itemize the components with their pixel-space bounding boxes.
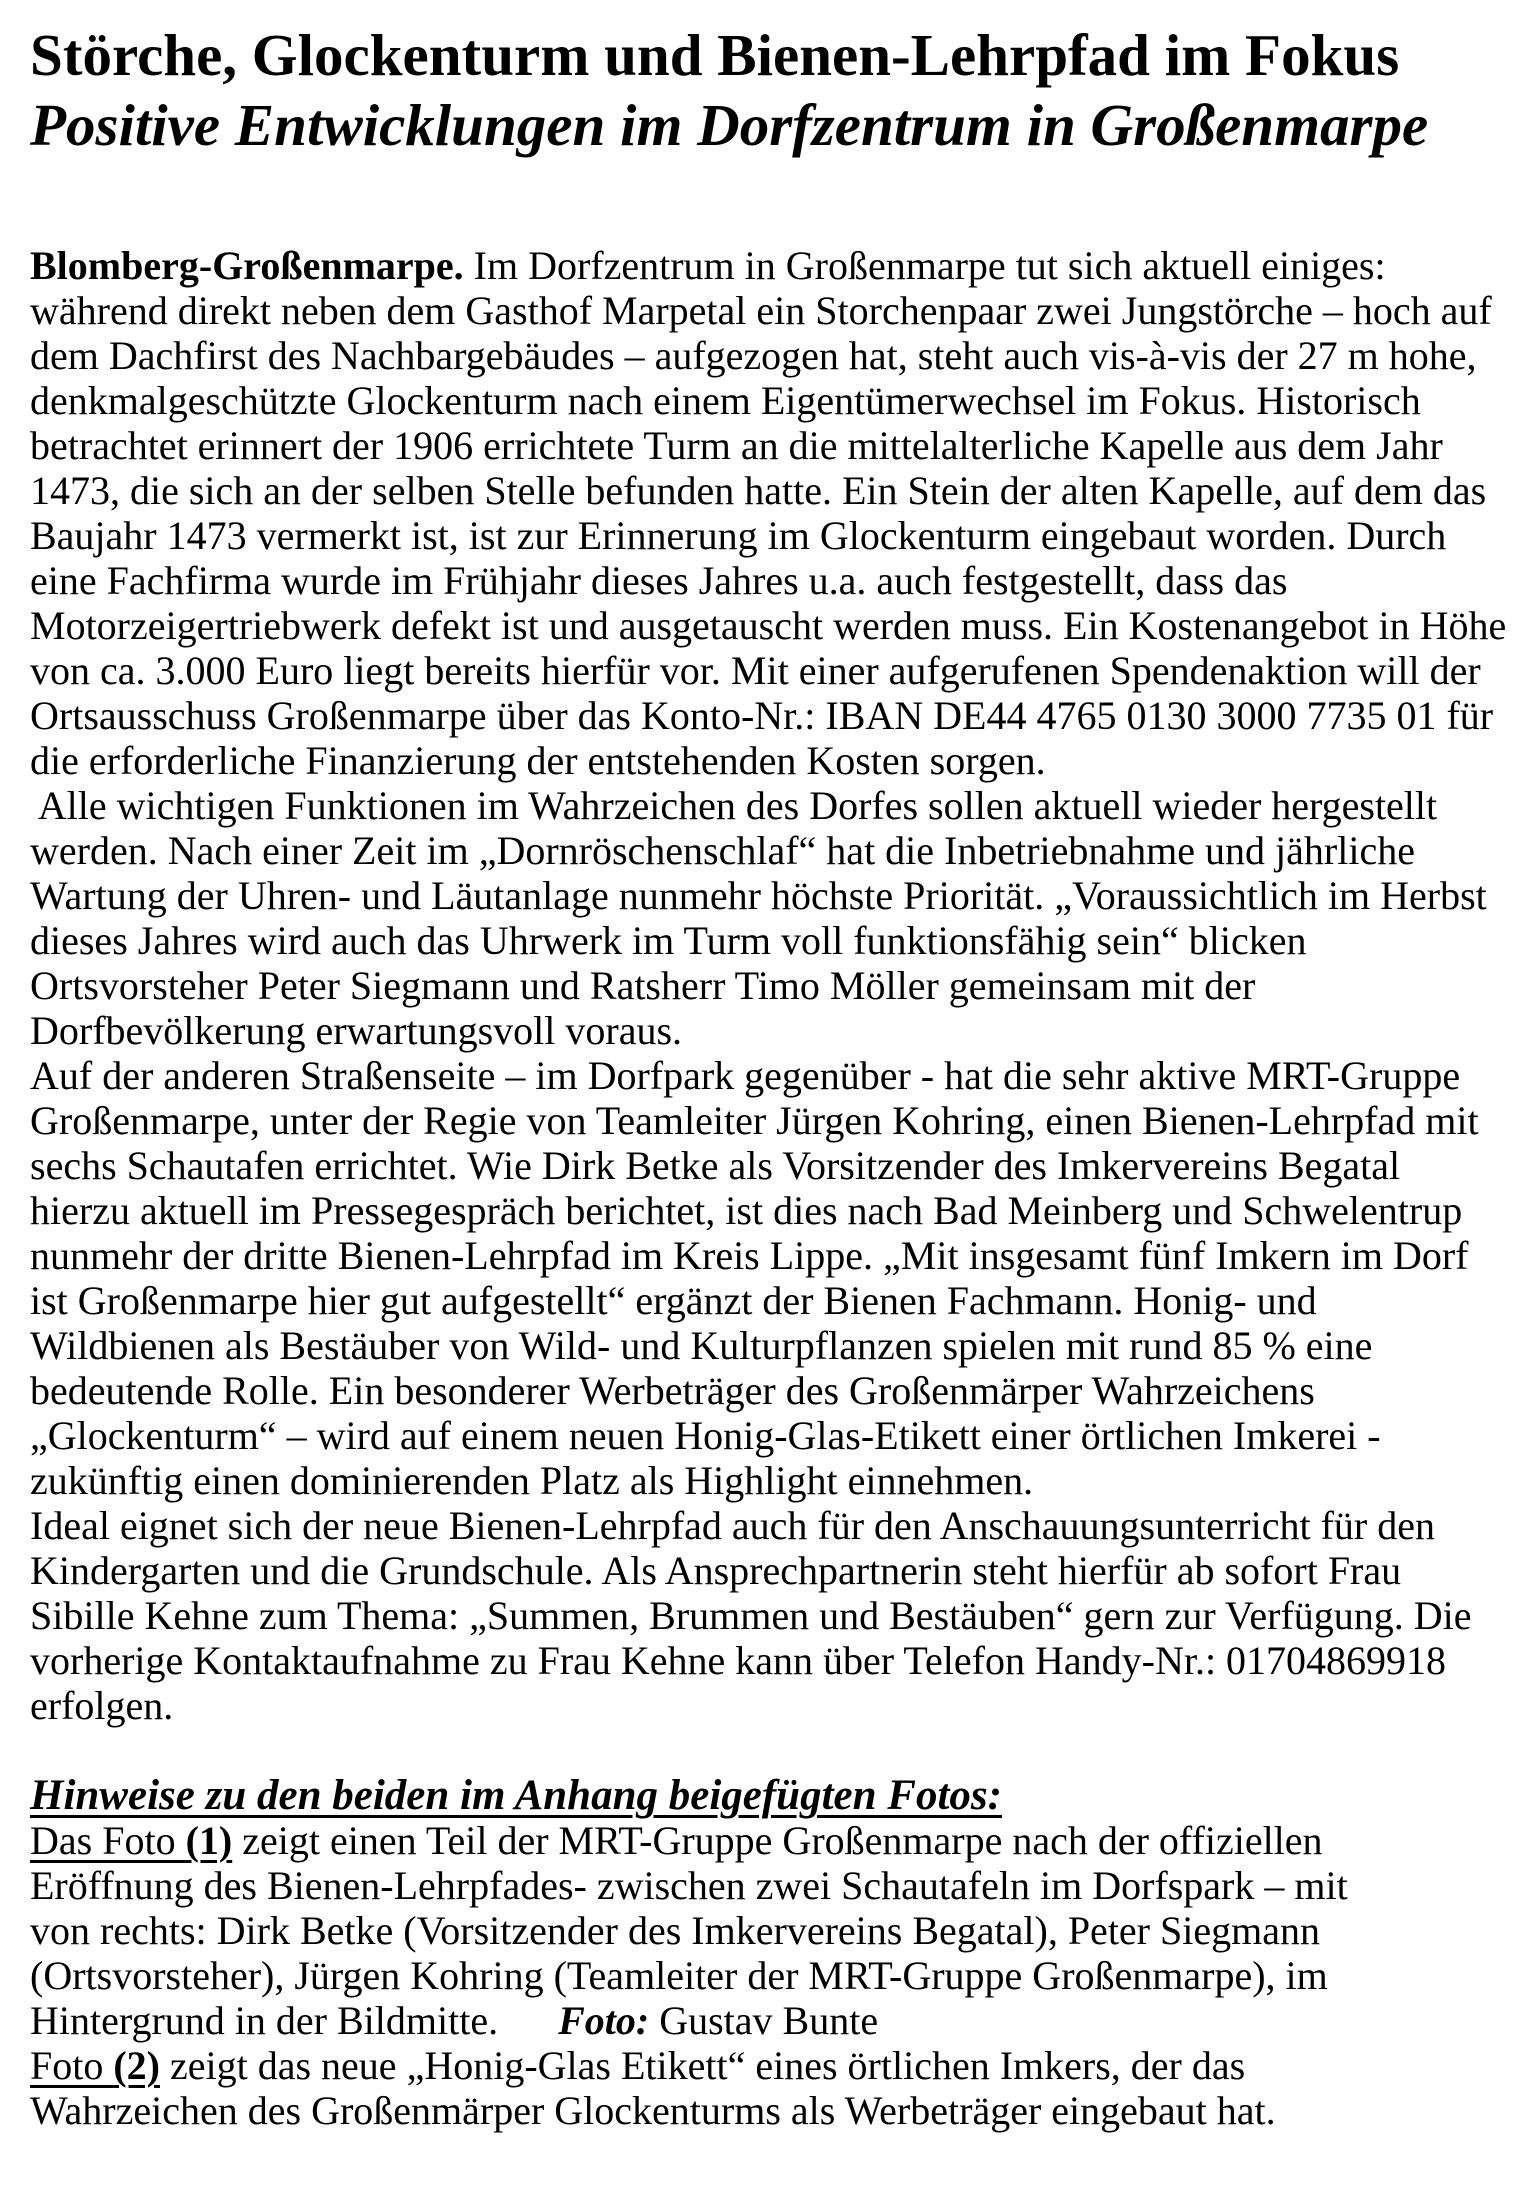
text-run: (2)	[113, 2043, 160, 2088]
text-run: (1)	[185, 1818, 233, 1863]
text-run: hierzu aktuell im Pressegespräch berichtet, ist dies nach Bad Meinberg und Schwelentrup	[30, 1188, 1463, 1233]
photo-notes-heading	[30, 1773, 1502, 1818]
text-run: Großenmarpe, unter der Regie von Teamleiter Jürgen Kohring, einen Bienen-Lehrpfad mit	[30, 1098, 1479, 1143]
text-run: zeigt einen Teil der MRT-Gruppe Großenmarpe nach der offiziellen	[232, 1818, 1323, 1863]
photo-note-line	[30, 1818, 1502, 1863]
blank-line	[30, 1728, 1502, 1773]
body-line	[30, 1503, 1502, 1548]
text-run: ist Großenmarpe hier gut aufgestellt“ ergänzt der Bienen Fachmann. Honig- und	[30, 1278, 1317, 1323]
text-run: Wildbienen als Bestäuber von Wild- und Kulturpflanzen spielen mit rund 85 % eine	[30, 1323, 1373, 1368]
photo-note-line	[30, 1908, 1502, 1953]
body-line	[30, 828, 1502, 873]
body-line	[30, 423, 1502, 468]
text-run: Hintergrund in der Bildmitte.	[30, 1998, 559, 2043]
text-run: Baujahr 1473 vermerkt ist, ist zur Erinnerung im Glockenturm eingebaut worden. Durch	[30, 513, 1447, 558]
body-line	[30, 513, 1502, 558]
text-run: zukünftig einen dominierenden Platz als Highlight einnehmen.	[30, 1458, 1034, 1503]
text-run: Im Dorfzentrum in Großenmarpe tut sich aktuell einiges:	[463, 243, 1386, 288]
text-run: dem Dachfirst des Nachbargebäudes – aufgezogen hat, steht auch vis-à-vis der 27 m hohe,	[30, 333, 1477, 378]
photo-note-line	[30, 1998, 1502, 2043]
text-run: Das Foto	[30, 1818, 186, 1863]
body-line	[30, 468, 1502, 513]
text-run: Wartung der Uhren- und Läutanlage nunmehr höchste Priorität. „Voraussichtlich im Herbst	[30, 873, 1487, 918]
photo-note-line	[30, 2043, 1502, 2088]
text-run: Ortsausschuss Großenmarpe über das Konto-Nr.: IBAN DE44 4765 0130 3000 7735 01 für	[30, 693, 1494, 738]
text-run: Kindergarten und die Grundschule. Als Ansprechpartnerin steht hierfür ab sofort Frau	[30, 1548, 1402, 1593]
text-run: eine Fachfirma wurde im Frühjahr dieses Jahres u.a. auch festgestellt, dass das	[30, 558, 1288, 603]
body-line	[30, 738, 1502, 783]
text-run: Dorfbevölkerung erwartungsvoll voraus.	[30, 1008, 683, 1053]
body-line	[30, 873, 1502, 918]
body-line	[30, 1323, 1502, 1368]
body-line	[30, 603, 1507, 648]
body-line	[30, 1638, 1502, 1683]
body-line	[30, 333, 1502, 378]
body-line	[30, 1458, 1502, 1503]
text-run: die erforderliche Finanzierung der entstehenden Kosten sorgen.	[30, 738, 1046, 783]
body-line	[30, 1233, 1502, 1278]
text-run: Foto:	[558, 1998, 650, 2043]
body-line	[30, 1548, 1502, 1593]
text-run: vorherige Kontaktaufnahme zu Frau Kehne kann über Telefon Handy-Nr.: 01704869918	[30, 1638, 1447, 1683]
text-run: Auf der anderen Straßenseite – im Dorfpark gegenüber - hat die sehr aktive MRT-Gruppe	[30, 1053, 1461, 1098]
body-line	[30, 963, 1502, 1008]
text-run: (Ortsvorsteher), Jürgen Kohring (Teamleiter der MRT-Gruppe Großenmarpe), im	[30, 1953, 1328, 1998]
text-run: 1473, die sich an der selben Stelle befunden hatte. Ein Stein der alten Kapelle, auf dem das	[30, 468, 1487, 513]
text-run: Blomberg-Großenmarpe.	[30, 243, 464, 288]
text-run: Eröffnung des Bienen-Lehrpfades- zwischen zwei Schautafeln im Dorfspark – mit	[30, 1863, 1348, 1908]
text-run: Wahrzeichen des Großenmärper Glockenturms als Werbeträger eingebaut hat.	[30, 2088, 1276, 2133]
text-run: von ca. 3.000 Euro liegt bereits hierfür vor. Mit einer aufgerufenen Spendenaktion will der	[30, 648, 1481, 693]
body-line	[30, 693, 1502, 738]
text-run: Gustav Bunte	[649, 1998, 879, 2043]
body-line	[30, 1143, 1502, 1188]
text-run: dieses Jahres wird auch das Uhrwerk im Turm voll funktionsfähig sein“ blicken	[30, 918, 1307, 963]
body-line	[30, 783, 1502, 828]
text-run: Foto	[30, 2043, 114, 2088]
text-run: Motorzeigertriebwerk defekt ist und ausgetauscht werden muss. Ein Kostenangebot in Höhe	[30, 603, 1507, 648]
body-line	[30, 243, 1502, 288]
text-run: Alle wichtigen Funktionen im Wahrzeichen des Dorfes sollen aktuell wieder hergestellt	[30, 783, 1438, 828]
text-run: Hinweise zu den beiden im Anhang beigefügten Fotos:	[30, 1772, 1002, 1819]
body-line	[30, 1413, 1502, 1458]
article-headline: Störche, Glockenturm und Bienen-Lehrpfad im Fokus	[30, 22, 1400, 88]
body-line	[30, 1593, 1502, 1638]
text-run: von rechts: Dirk Betke (Vorsitzender des Imkervereins Begatal), Peter Siegmann	[30, 1908, 1320, 1953]
text-run: bedeutende Rolle. Ein besonderer Werbeträger des Großenmärper Wahrzeichens	[30, 1368, 1315, 1413]
body-line	[30, 378, 1502, 423]
article-body	[30, 243, 1507, 2133]
body-line	[30, 1053, 1502, 1098]
text-run: werden. Nach einer Zeit im „Dornröschenschlaf“ hat die Inbetriebnahme und jährliche	[30, 828, 1415, 873]
photo-note-line	[30, 1953, 1502, 1998]
photo-note-line	[30, 1863, 1502, 1908]
article-subheadline: Positive Entwicklungen im Dorfzentrum in Großenmarpe	[30, 92, 1429, 158]
body-line	[30, 1008, 1502, 1053]
text-run: während direkt neben dem Gasthof Marpetal ein Storchenpaar zwei Jungstörche – hoch auf	[30, 288, 1492, 333]
body-line	[30, 648, 1502, 693]
photo-note-line	[30, 2088, 1502, 2133]
body-line	[30, 1188, 1502, 1233]
body-line	[30, 1368, 1502, 1413]
text-run: Ortsvorsteher Peter Siegmann und Ratsherr Timo Möller gemeinsam mit der	[30, 963, 1256, 1008]
text-run: erfolgen.	[30, 1683, 174, 1728]
body-line	[30, 1278, 1502, 1323]
body-line	[30, 1098, 1502, 1143]
text-run: nunmehr der dritte Bienen-Lehrpfad im Kreis Lippe. „Mit insgesamt fünf Imkern im Dorf	[30, 1233, 1469, 1278]
body-line	[30, 1683, 1502, 1728]
text-run: Sibille Kehne zum Thema: „Summen, Brummen und Bestäuben“ gern zur Verfügung. Die	[30, 1593, 1472, 1638]
text-run: denkmalgeschützte Glockenturm nach einem Eigentümerwechsel im Fokus. Historisch	[30, 378, 1421, 423]
text-run: Ideal eignet sich der neue Bienen-Lehrpfad auch für den Anschauungsunterricht für den	[30, 1503, 1435, 1548]
text-run: sechs Schautafen errichtet. Wie Dirk Betke als Vorsitzender des Imkervereins Begatal	[30, 1143, 1401, 1188]
body-line	[30, 918, 1502, 963]
text-run: zeigt das neue „Honig-Glas Etikett“ eines örtlichen Imkers, der das	[160, 2043, 1246, 2088]
text-run: betrachtet erinnert der 1906 errichtete Turm an die mittelalterliche Kapelle aus dem Jahr	[30, 423, 1443, 468]
body-line	[30, 558, 1502, 603]
body-line	[30, 288, 1502, 333]
text-run: „Glockenturm“ – wird auf einem neuen Honig-Glas-Etikett einer örtlichen Imkerei -	[30, 1413, 1381, 1458]
